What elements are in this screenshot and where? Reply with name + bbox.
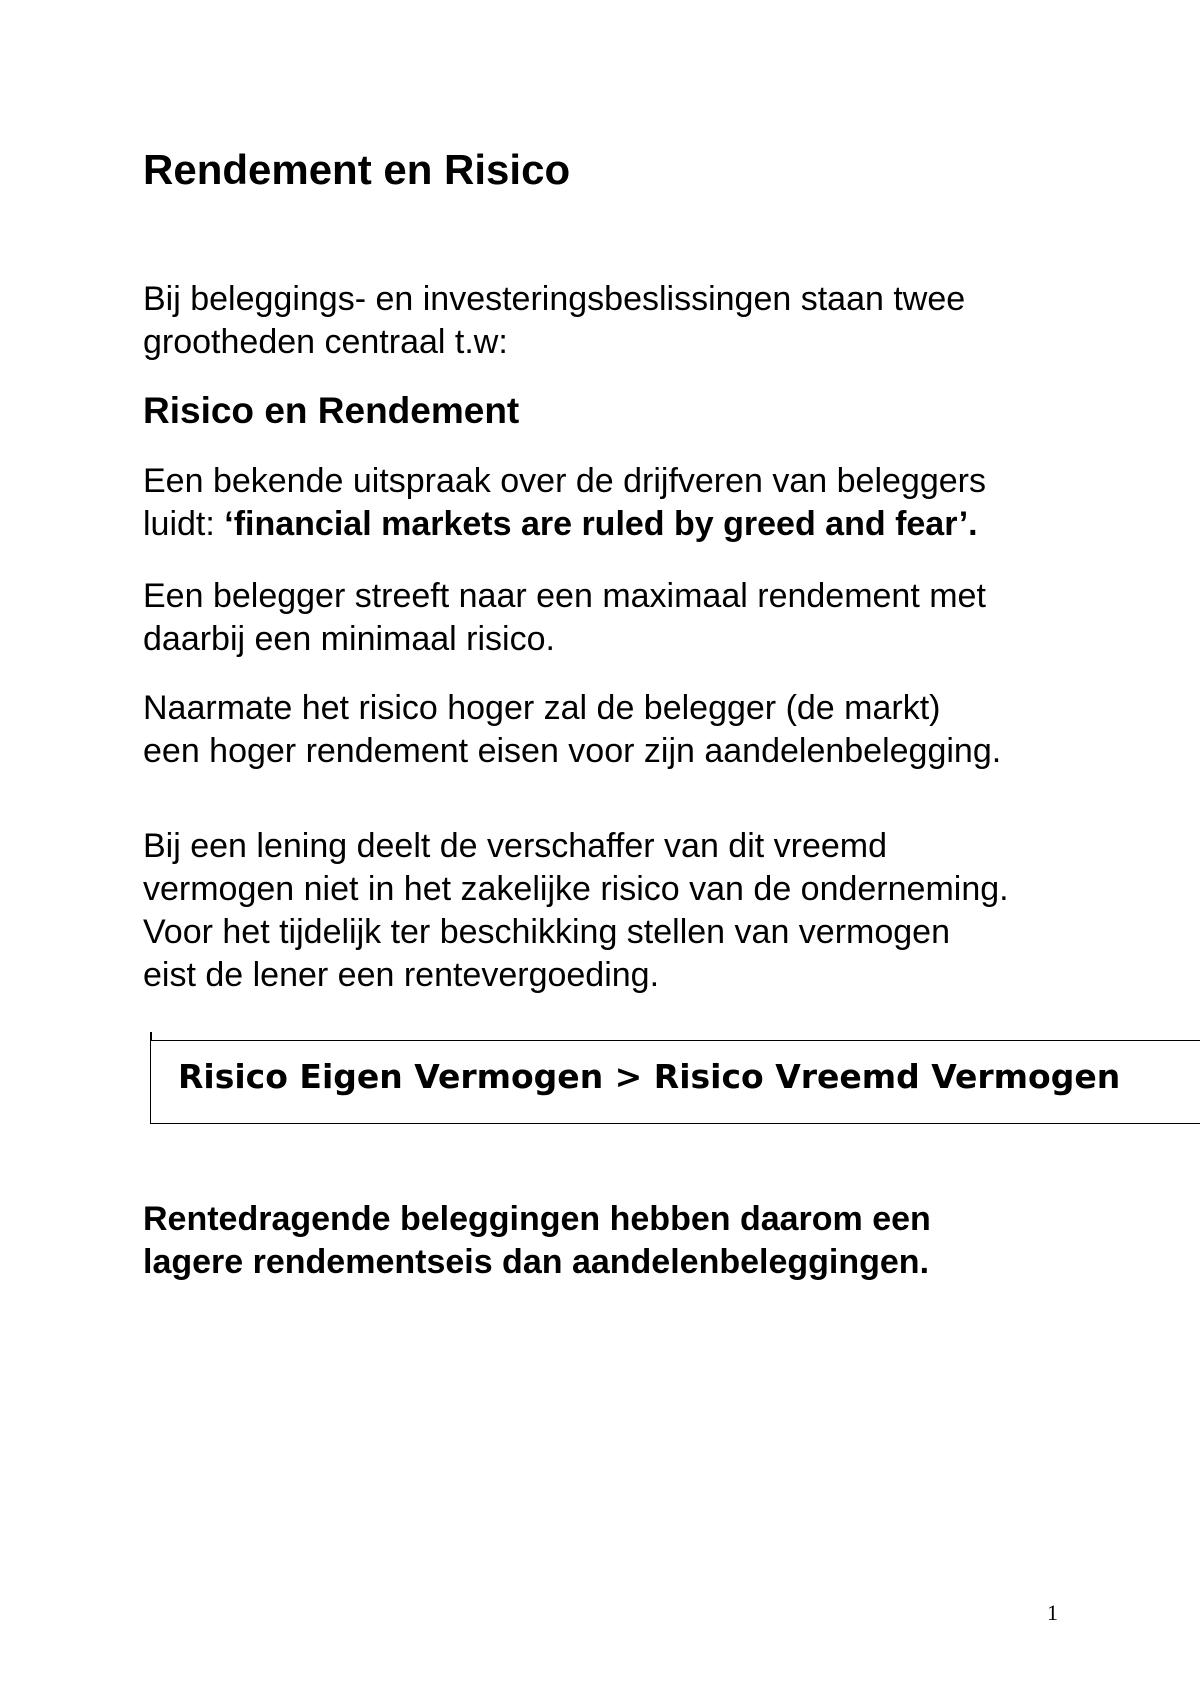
page-title: Rendement en Risico bbox=[143, 146, 571, 193]
investor-line-2: daarbij een minimaal risico. bbox=[143, 620, 555, 658]
investor-line-1: Een belegger streeft naar een maximaal rendement met bbox=[143, 577, 986, 615]
risk-comparison-box bbox=[150, 1040, 1200, 1124]
intro-line-2: grootheden centraal t.w: bbox=[143, 323, 508, 361]
quote-paragraph-line-1: Een bekende uitspraak over de drijfveren van beleggers bbox=[143, 462, 986, 500]
bold-quote: ‘financial markets are ruled by greed and fear’. bbox=[224, 505, 978, 543]
intro-line-1: Bij beleggings- en investeringsbeslissingen staan twee bbox=[143, 280, 966, 318]
page-number: 1 bbox=[1047, 1600, 1058, 1625]
risk-line-2: een hoger rendement eisen voor zijn aandelenbelegging. bbox=[143, 732, 1002, 770]
section-subheading: Risico en Rendement bbox=[143, 390, 520, 431]
loan-line-3: Voor het tijdelijk ter beschikking stellen van vermogen bbox=[143, 913, 950, 951]
intro-paragraph bbox=[143, 278, 965, 364]
risk-line-1: Naarmate het risico hoger zal de belegger (de markt) bbox=[143, 689, 941, 727]
quote-paragraph-line-2 bbox=[143, 503, 986, 546]
investor-paragraph bbox=[143, 575, 986, 661]
loan-line-4: eist de lener een rentevergoeding. bbox=[143, 956, 660, 994]
quote-prefix: luidt: bbox=[143, 505, 225, 543]
quote-paragraph bbox=[143, 460, 986, 546]
risk-comparison-text: Risico Eigen Vermogen > Risico Vreemd Vermogen bbox=[178, 1057, 1121, 1096]
conclusion-line-2: lagere rendementseis dan aandelenbeleggingen. bbox=[143, 1243, 930, 1281]
conclusion-line-1: Rentedragende beleggingen hebben daarom een bbox=[143, 1200, 931, 1238]
loan-paragraph bbox=[143, 825, 1009, 997]
risk-paragraph bbox=[143, 687, 1001, 773]
loan-line-2: vermogen niet in het zakelijke risico van de onderneming. bbox=[143, 870, 1009, 908]
loan-line-1: Bij een lening deelt de verschaffer van dit vreemd bbox=[143, 827, 888, 865]
conclusion-paragraph bbox=[143, 1198, 931, 1284]
